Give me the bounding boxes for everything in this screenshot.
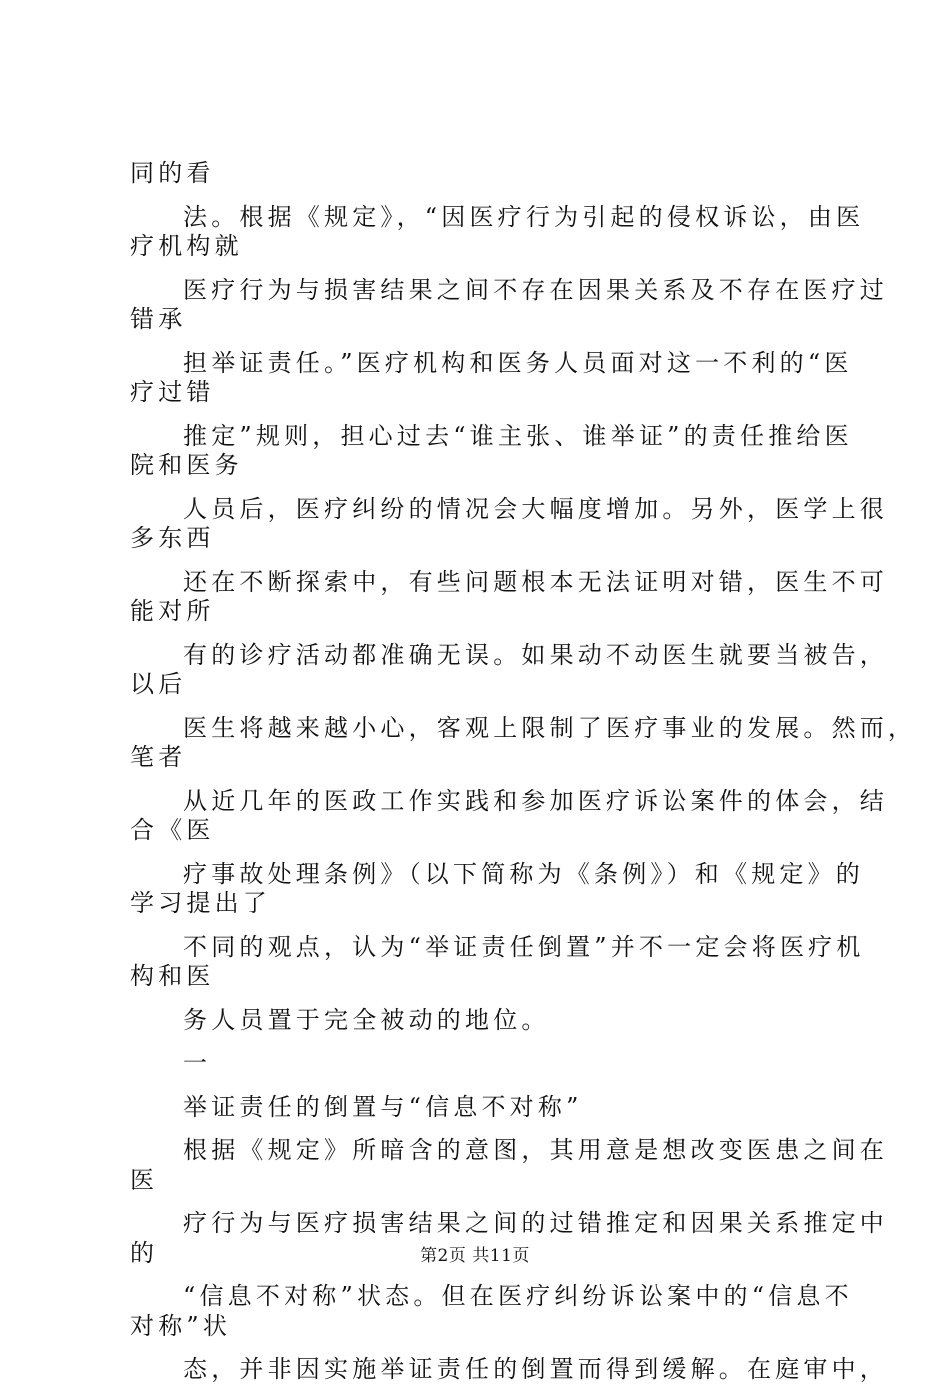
text-line: 院和医务 — [130, 451, 243, 479]
document-body — [130, 152, 917, 1392]
page-number-footer: 第2页 共11页 — [420, 1246, 530, 1266]
text-line: 医疗行为与损害结果之间不存在因果关系及不存在医疗过 — [183, 275, 888, 304]
text-line: 还在不断探索中，有些问题根本无法证明对错，医生不可 — [183, 567, 888, 596]
section-heading: 举证责任的倒置与“信息不对称” — [183, 1092, 583, 1121]
text-line: 笔者 — [130, 743, 187, 771]
text-line: 有的诊疗活动都准确无误。如果动不动医生就要当被告， — [183, 640, 888, 669]
text-line: 构和医 — [130, 962, 215, 990]
text-line: 人员后，医疗纠纷的情况会大幅度增加。另外，医学上很 — [183, 494, 888, 523]
text-line: 同的看 — [130, 159, 215, 187]
text-line: 疗过错 — [130, 378, 215, 406]
text-line: 根据《规定》所暗含的意图，其用意是想改变医患之间在 — [183, 1136, 888, 1164]
section-number: 一 — [183, 1049, 212, 1077]
text-line: 的 — [130, 1238, 159, 1267]
text-line: 务人员置于完全被动的地位。 — [183, 1005, 550, 1034]
text-line: 不同的观点，认为“举证责任倒置”并不一定会将医疗机 — [183, 932, 865, 961]
text-line: 以后 — [130, 670, 187, 698]
text-line: 疗行为与医疗损害结果之间的过错推定和因果关系推定中 — [183, 1209, 888, 1237]
text-line: “信息不对称”状态。但在医疗纠纷诉讼案中的“信息不 — [183, 1282, 853, 1310]
text-line: 疗机构就 — [130, 232, 243, 260]
text-line: 法。根据《规定》，“因医疗行为引起的侵权诉讼，由医 — [183, 202, 865, 231]
text-line: 从近几年的医政工作实践和参加医疗诉讼案件的体会，结 — [183, 786, 888, 815]
text-line: 医 — [130, 1165, 159, 1194]
text-line: 医生将越来越小心，客观上限制了医疗事业的发展。然而， — [183, 713, 917, 742]
text-line: 担举证责任。”医疗机构和医务人员面对这一不利的“医 — [183, 348, 853, 377]
text-line: 多东西 — [130, 524, 215, 552]
text-line: 学习提出了 — [130, 889, 271, 917]
text-line: 推定”规则，担心过去“谁主张、谁举证”的责任推给医 — [183, 421, 853, 450]
text-line: 对称”状 — [130, 1311, 232, 1340]
text-line: 态，并非因实施举证责任的倒置而得到缓解。在庭审中， — [183, 1355, 888, 1383]
text-line: 合《医 — [130, 816, 215, 844]
text-line: 能对所 — [130, 597, 215, 625]
text-line: 疗事故处理条例》（以下简称为《条例》）和《规定》的 — [183, 859, 864, 888]
text-line: 错承 — [130, 305, 187, 333]
